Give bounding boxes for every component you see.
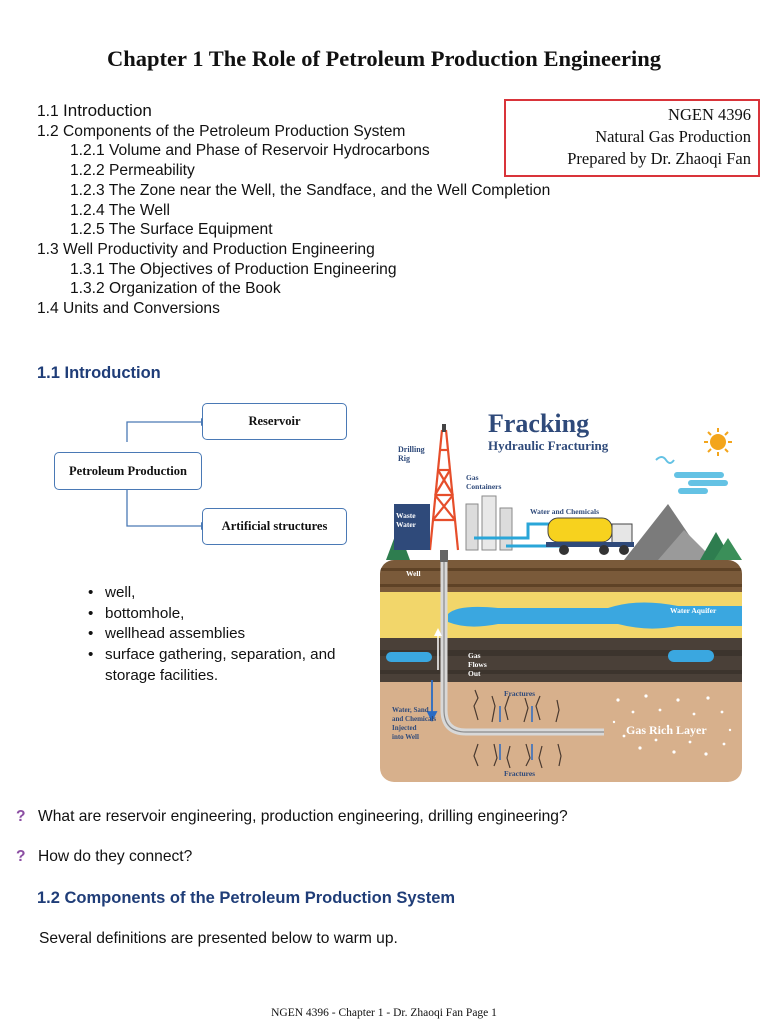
bullet-item: • bottomhole, <box>88 604 368 625</box>
label-gas-rich-layer: Gas Rich Layer <box>626 723 707 737</box>
toc-item[interactable]: 1.3 Well Productivity and Production Engineering <box>37 240 375 258</box>
chemical-truck <box>548 518 612 542</box>
component-bullet-list <box>88 583 368 687</box>
label-water-chemicals: Water and Chemicals <box>530 507 600 516</box>
label-gas-flows-out: Gas Flows Out <box>468 651 487 678</box>
label-gas-containers: Gas Containers <box>466 473 502 491</box>
label-drilling-rig: Drilling Rig <box>398 445 425 463</box>
page-title: Chapter 1 The Role of Petroleum Production Engineering <box>107 46 661 71</box>
toc-item[interactable]: 1.1 Introduction <box>37 101 152 120</box>
course-author: Prepared by Dr. Zhaoqi Fan <box>567 149 751 168</box>
toc-item[interactable]: 1.2.2 Permeability <box>70 162 195 180</box>
label-injected: Water, Sand and Chemicals Injected into Well <box>392 706 437 741</box>
diagram-node-artificial-structures: Artificial structures <box>202 508 347 545</box>
course-info-box <box>504 99 760 177</box>
bullet-item: • wellhead assemblies <box>88 624 368 645</box>
toc-item[interactable]: 1.2.1 Volume and Phase of Reservoir Hydrocarbons <box>70 142 430 160</box>
intro-paragraph: Several definitions are presented below to warm up. <box>39 930 398 947</box>
sun-icon <box>710 434 726 450</box>
fracking-title: Fracking <box>488 409 590 438</box>
cloud-icon <box>674 472 728 494</box>
toc-item[interactable]: 1.3.1 The Objectives of Production Engineering <box>70 260 397 278</box>
topsoil-layer <box>378 560 744 592</box>
page-footer: NGEN 4396 - Chapter 1 - Dr. Zhaoqi Fan Page 1 <box>271 1007 497 1019</box>
toc-item[interactable]: 1.2.5 The Surface Equipment <box>70 221 273 239</box>
fracking-illustration <box>378 400 744 784</box>
question-1: ? What are reservoir engineering, production engineering, drilling engineering? <box>16 808 568 825</box>
toc-item[interactable]: 1.2 Components of the Petroleum Production System <box>37 122 406 140</box>
label-waste-water: Waste Water <box>396 511 416 529</box>
question-2: ? How do they connect? <box>16 848 193 865</box>
toc-item[interactable]: 1.4 Units and Conversions <box>37 300 220 318</box>
toc-item[interactable]: 1.3.2 Organization of the Book <box>70 280 281 298</box>
label-well: Well <box>406 569 421 578</box>
diagram-node-petroleum-production: Petroleum Production <box>54 452 202 490</box>
diagram-node-reservoir: Reservoir <box>202 403 347 440</box>
gas-container <box>466 504 478 550</box>
question-mark-icon: ? <box>16 808 26 825</box>
fracking-subtitle: Hydraulic Fracturing <box>488 438 609 453</box>
label-fractures-bottom: Fractures <box>504 769 536 778</box>
bullet-item: • surface gathering, separation, and storage facilities. <box>88 645 368 686</box>
course-code: NGEN 4396 <box>668 105 751 124</box>
section-heading-introduction: 1.1 Introduction <box>37 364 161 382</box>
section-heading-components: 1.2 Components of the Petroleum Production System <box>37 889 456 907</box>
toc-item[interactable]: 1.2.3 The Zone near the Well, the Sandface, and the Well Completion <box>70 181 551 199</box>
toc-item[interactable]: 1.2.4 The Well <box>70 201 170 219</box>
drilling-rig <box>430 430 458 550</box>
course-name: Natural Gas Production <box>595 127 751 146</box>
bullet-item: • well, <box>88 583 368 604</box>
label-water-aquifer: Water Aquifer <box>670 606 717 615</box>
label-fractures-top: Fractures <box>504 689 536 698</box>
question-mark-icon: ? <box>16 848 26 865</box>
